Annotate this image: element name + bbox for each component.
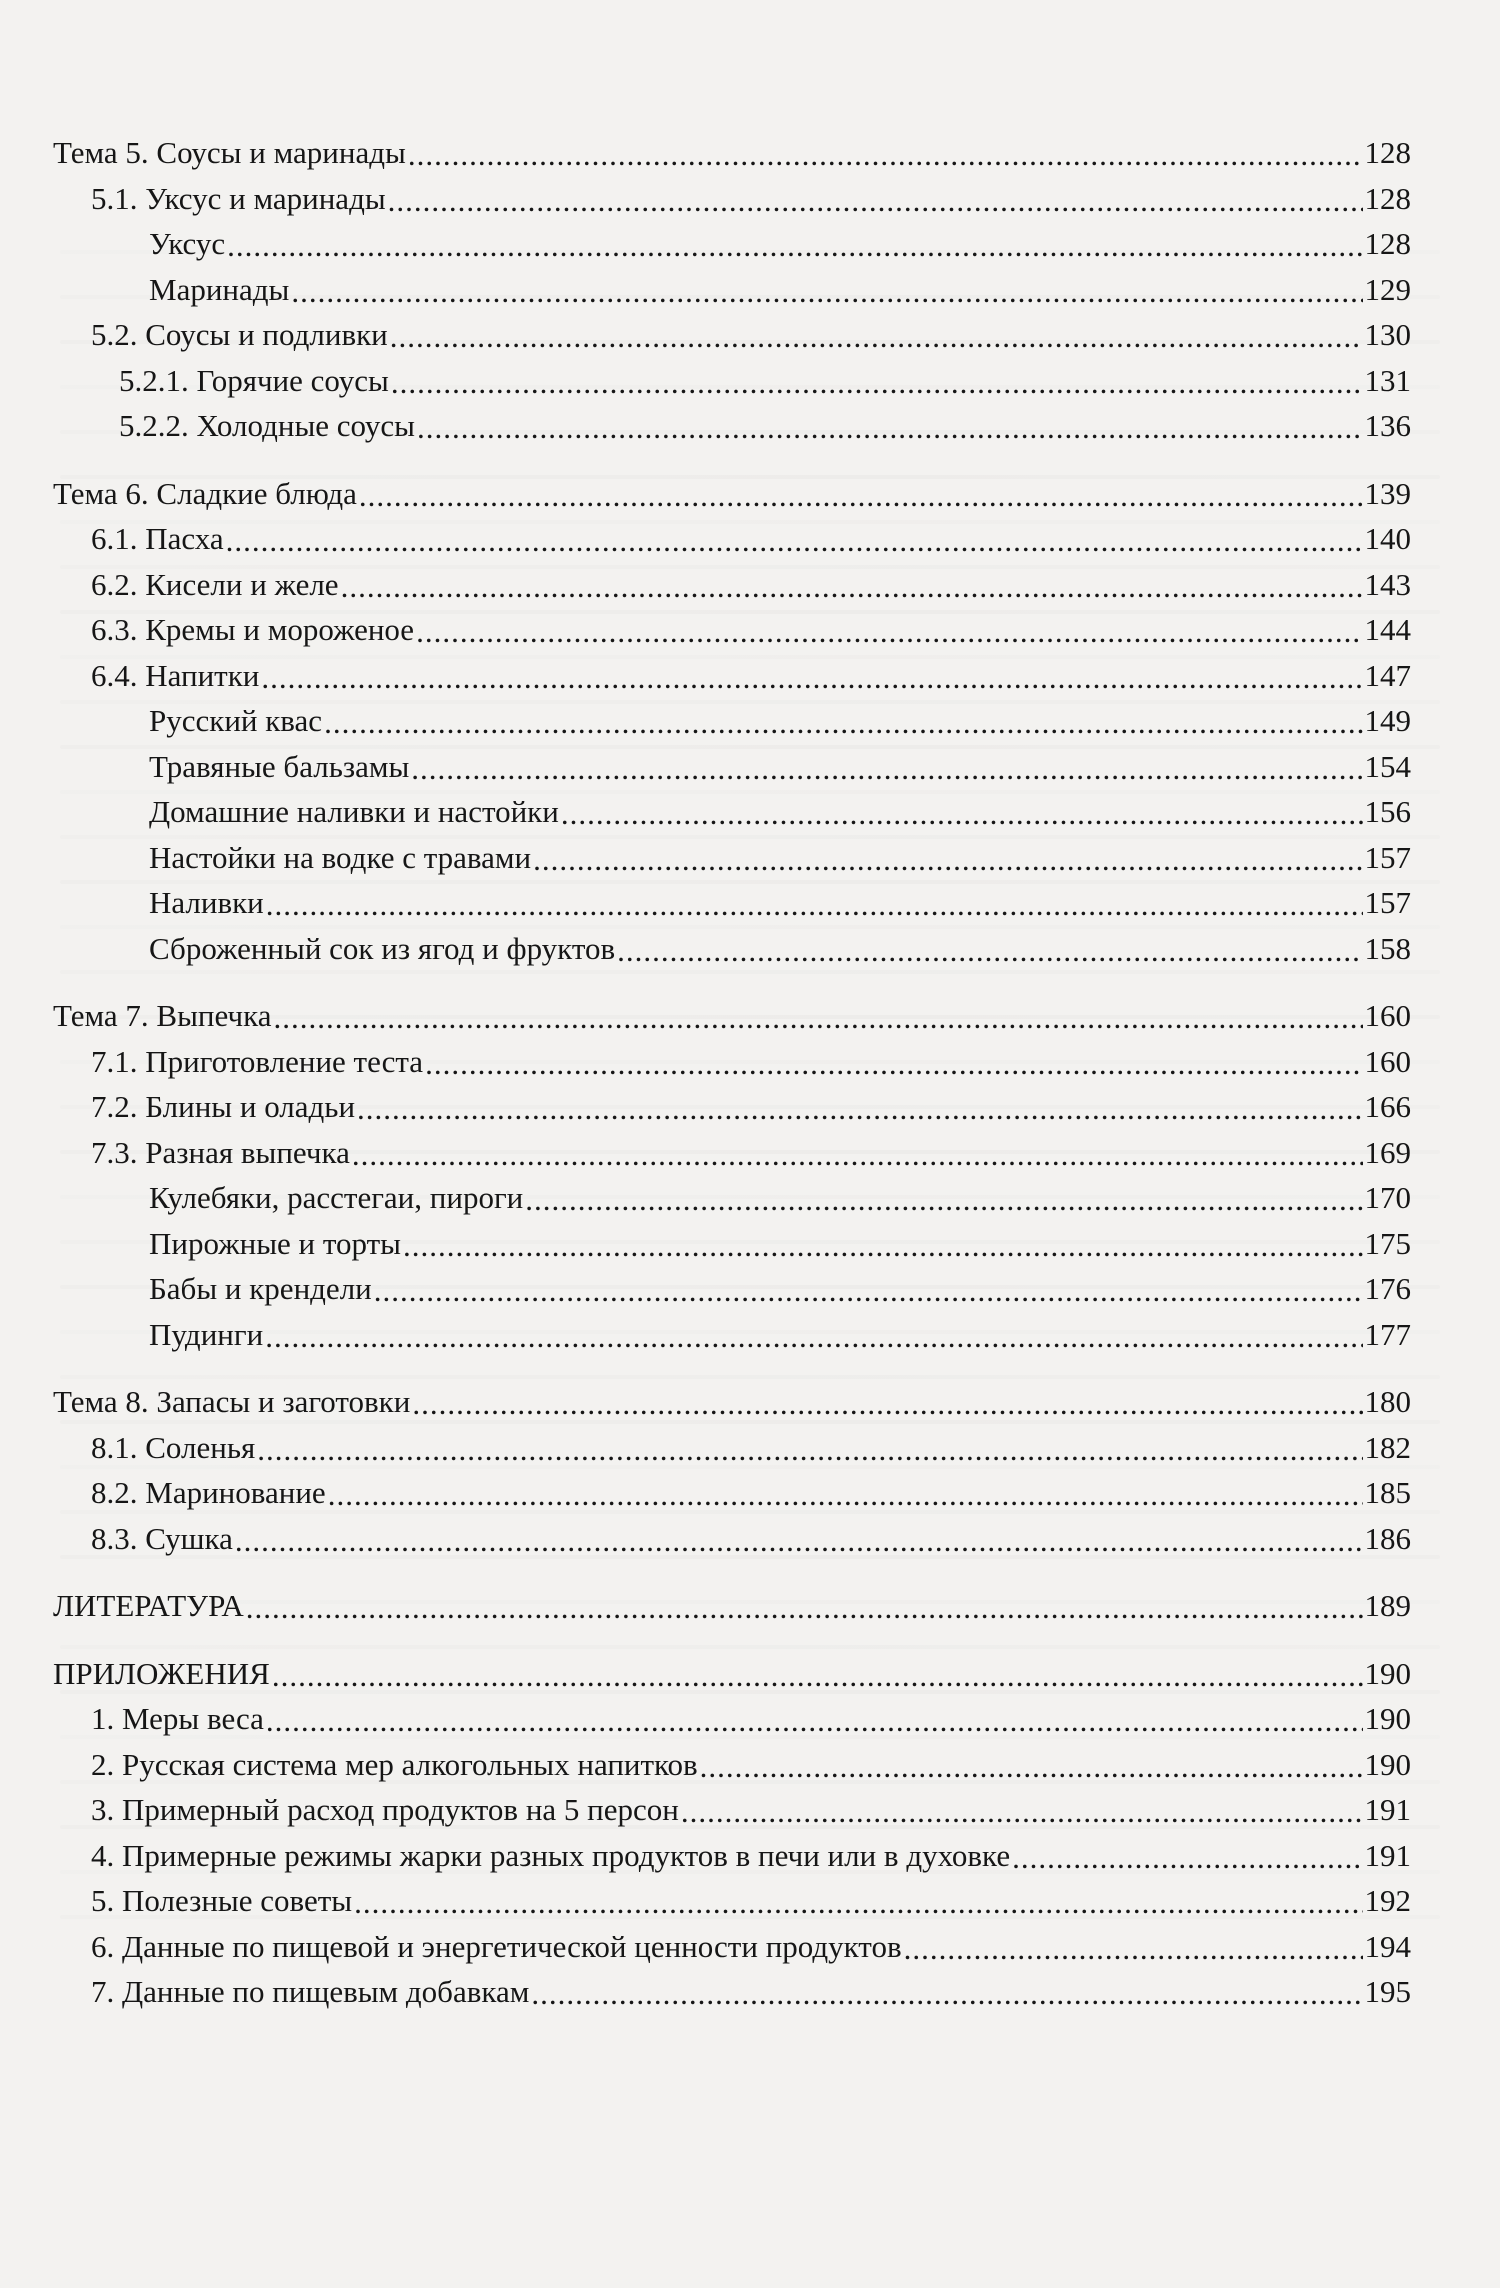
- toc-entry-page: 182: [1364, 1429, 1411, 1465]
- toc-leader-dots: [416, 609, 1362, 646]
- toc-entry-title: Сброженный сок из ягод и фруктов: [149, 930, 616, 966]
- toc-entry-title: 5.2.1. Горячие соусы: [119, 362, 389, 398]
- toc-entry: [53, 516, 1411, 562]
- toc-entry: [53, 607, 1411, 653]
- toc-entry-page: 128: [1364, 226, 1411, 261]
- toc-entry: [53, 1833, 1411, 1879]
- toc-entry-page: 169: [1364, 1134, 1411, 1170]
- toc-entry-title: Уксус: [149, 226, 226, 261]
- table-of-contents: [53, 130, 1411, 2015]
- toc-entry-page: 154: [1364, 748, 1411, 784]
- toc-leader-dots: [266, 882, 1363, 919]
- toc-leader-dots: [525, 1177, 1362, 1214]
- toc-entry-title: 6.3. Кремы и мороженое: [91, 612, 415, 647]
- toc-entry-page: 160: [1364, 998, 1411, 1033]
- toc-entry-page: 176: [1364, 1271, 1411, 1306]
- toc-entry-page: 157: [1364, 839, 1411, 875]
- toc-leader-dots: [531, 1971, 1362, 2008]
- toc-entry: [53, 471, 1411, 517]
- toc-entry-title: Маринады: [149, 271, 290, 307]
- toc-leader-dots: [617, 928, 1362, 965]
- toc-entry-page: 191: [1364, 1792, 1411, 1827]
- toc-leader-dots: [246, 1585, 1363, 1622]
- toc-entry-title: Травяные бальзамы: [149, 748, 410, 784]
- toc-entry: [53, 176, 1411, 222]
- toc-entry-title: Тема 6. Сладкие блюда: [53, 475, 357, 511]
- toc-entry-page: 158: [1364, 930, 1411, 966]
- toc-entry-title: 6.2. Кисели и желе: [91, 566, 339, 602]
- toc-entry-page: 192: [1364, 1883, 1411, 1918]
- toc-leader-dots: [235, 1518, 1363, 1555]
- toc-entry: [53, 1878, 1411, 1924]
- toc-entry: [53, 880, 1411, 926]
- toc-entry-title: Пирожные и торты: [149, 1225, 401, 1261]
- toc-entry-title: Тема 5. Соусы и маринады: [53, 135, 406, 170]
- toc-entry-title: 5. Полезные советы: [91, 1883, 353, 1918]
- toc-leader-dots: [408, 132, 1363, 169]
- toc-entry: [53, 1742, 1411, 1788]
- toc-entry-page: 140: [1364, 521, 1411, 556]
- toc-leader-dots: [403, 1223, 1363, 1260]
- toc-leader-dots: [261, 655, 1362, 692]
- toc-entry-title: 2. Русская система мер алкогольных напитков: [91, 1746, 698, 1782]
- toc-entry: [53, 993, 1411, 1039]
- toc-entry-title: Бабы и крендели: [149, 1271, 372, 1306]
- toc-entry-page: 180: [1364, 1384, 1411, 1419]
- toc-entry-page: 131: [1364, 362, 1411, 398]
- toc-leader-dots: [700, 1744, 1363, 1781]
- toc-leader-dots: [354, 1880, 1362, 1917]
- toc-entry: [53, 1039, 1411, 1085]
- toc-leader-dots: [266, 1698, 1363, 1735]
- toc-entry-page: 128: [1364, 180, 1411, 216]
- toc-entry-title: 4. Примерные режимы жарки разных продуктов в печи или в духовке: [91, 1837, 1011, 1873]
- toc-entry: [53, 1583, 1411, 1629]
- toc-entry-page: 149: [1364, 703, 1411, 738]
- toc-entry: [53, 1084, 1411, 1130]
- toc-entry-title: 5.2.2. Холодные соусы: [119, 408, 415, 443]
- toc-leader-dots: [561, 791, 1363, 828]
- toc-entry-title: 6.1. Пасха: [91, 521, 224, 556]
- toc-leader-dots: [291, 269, 1362, 306]
- toc-entry-page: 157: [1364, 885, 1411, 920]
- toc-leader-dots: [411, 746, 1362, 783]
- toc-entry-title: 3. Примерный расход продуктов на 5 персон: [91, 1792, 679, 1827]
- toc-leader-dots: [390, 314, 1363, 351]
- toc-entry: [53, 221, 1411, 267]
- toc-entry: [53, 1924, 1411, 1970]
- toc-entry-title: 7.1. Приготовление теста: [91, 1043, 424, 1079]
- toc-leader-dots: [359, 473, 1363, 510]
- toc-entry: [53, 1516, 1411, 1562]
- toc-entry-page: 175: [1364, 1225, 1411, 1261]
- toc-leader-dots: [412, 1381, 1362, 1418]
- toc-entry: [53, 1312, 1411, 1358]
- toc-entry: [53, 1787, 1411, 1833]
- toc-leader-dots: [226, 518, 1363, 555]
- toc-leader-dots: [681, 1789, 1363, 1826]
- toc-leader-dots: [357, 1086, 1362, 1123]
- toc-entry: [53, 267, 1411, 313]
- toc-entry: [53, 653, 1411, 699]
- toc-entry-page: 170: [1364, 1180, 1411, 1215]
- toc-entry-page: 130: [1364, 317, 1411, 352]
- toc-entry: [53, 926, 1411, 972]
- toc-entry-page: 129: [1364, 271, 1411, 307]
- toc-entry-title: Тема 8. Запасы и заготовки: [53, 1384, 411, 1419]
- toc-entry-title: Наливки: [149, 885, 264, 920]
- toc-entry-title: 8.2. Маринование: [91, 1475, 326, 1510]
- toc-entry: [53, 403, 1411, 449]
- toc-entry-title: 8.1. Соленья: [91, 1429, 256, 1465]
- toc-leader-dots: [265, 1314, 1362, 1351]
- toc-leader-dots: [272, 1653, 1363, 1690]
- toc-entry: [53, 744, 1411, 790]
- toc-leader-dots: [391, 360, 1363, 397]
- toc-entry: [53, 1221, 1411, 1267]
- toc-entry-page: 160: [1364, 1043, 1411, 1079]
- toc-entry: [53, 1379, 1411, 1425]
- toc-leader-dots: [904, 1926, 1363, 1963]
- toc-entry: [53, 130, 1411, 176]
- toc-leader-dots: [352, 1132, 1363, 1169]
- toc-entry-title: 6. Данные по пищевой и энергетической ценности продуктов: [91, 1928, 902, 1964]
- toc-entry-page: 166: [1364, 1089, 1411, 1124]
- toc-entry-page: 185: [1364, 1475, 1411, 1510]
- toc-leader-dots: [257, 1427, 1362, 1464]
- toc-entry-title: 8.3. Сушка: [91, 1520, 233, 1556]
- toc-entry-page: 190: [1364, 1701, 1411, 1736]
- toc-entry-title: 7.2. Блины и оладьи: [91, 1089, 356, 1124]
- toc-leader-dots: [1012, 1835, 1362, 1872]
- toc-entry-title: ПРИЛОЖЕНИЯ: [53, 1655, 270, 1691]
- toc-entry: [53, 312, 1411, 358]
- toc-entry-page: 190: [1364, 1746, 1411, 1782]
- toc-leader-dots: [273, 995, 1362, 1032]
- toc-entry: [53, 1696, 1411, 1742]
- toc-entry-title: Домашние наливки и настойки: [149, 794, 559, 829]
- toc-entry-page: 136: [1364, 408, 1411, 443]
- toc-entry-title: Настойки на водке с травами: [149, 839, 532, 875]
- toc-leader-dots: [324, 700, 1362, 737]
- toc-entry-page: 186: [1364, 1520, 1411, 1556]
- toc-entry-title: 5.2. Соусы и подливки: [91, 317, 388, 352]
- toc-entry-page: 147: [1364, 657, 1411, 693]
- toc-entry-title: Тема 7. Выпечка: [53, 998, 272, 1033]
- toc-entry-title: Русский квас: [149, 703, 323, 738]
- toc-entry-title: Пудинги: [149, 1316, 264, 1352]
- toc-leader-dots: [328, 1472, 1363, 1509]
- toc-entry: [53, 358, 1411, 404]
- toc-entry-title: 5.1. Уксус и маринады: [91, 180, 386, 216]
- toc-entry: [53, 789, 1411, 835]
- toc-entry-page: 177: [1364, 1316, 1411, 1352]
- toc-entry: [53, 1175, 1411, 1221]
- toc-entry-title: 7.3. Разная выпечка: [91, 1134, 350, 1170]
- toc-entry-page: 144: [1364, 612, 1411, 647]
- toc-entry: [53, 1470, 1411, 1516]
- toc-leader-dots: [341, 564, 1363, 601]
- toc-entry-page: 190: [1364, 1655, 1411, 1691]
- toc-entry-title: 6.4. Напитки: [91, 657, 260, 693]
- toc-entry: [53, 1969, 1411, 2015]
- toc-leader-dots: [388, 178, 1363, 215]
- toc-leader-dots: [374, 1268, 1363, 1305]
- toc-entry-page: 128: [1364, 135, 1411, 170]
- toc-entry: [53, 1130, 1411, 1176]
- toc-entry-page: 156: [1364, 794, 1411, 829]
- toc-entry-page: 191: [1364, 1837, 1411, 1873]
- toc-entry-page: 189: [1364, 1588, 1411, 1623]
- toc-entry-title: 1. Меры веса: [91, 1701, 264, 1736]
- toc-leader-dots: [425, 1041, 1362, 1078]
- toc-entry-title: Кулебяки, расстегаи, пироги: [149, 1180, 524, 1215]
- toc-entry-title: 7. Данные по пищевым добавкам: [91, 1974, 530, 2009]
- toc-entry: [53, 698, 1411, 744]
- toc-leader-dots: [227, 223, 1362, 260]
- toc-entry-page: 139: [1364, 475, 1411, 511]
- toc-entry-page: 194: [1364, 1928, 1411, 1964]
- toc-leader-dots: [417, 405, 1363, 442]
- toc-entry-title: ЛИТЕРАТУРА: [53, 1588, 244, 1623]
- toc-entry: [53, 1266, 1411, 1312]
- toc-entry: [53, 1425, 1411, 1471]
- toc-entry-page: 143: [1364, 566, 1411, 602]
- toc-entry-page: 195: [1364, 1974, 1411, 2009]
- toc-leader-dots: [533, 837, 1362, 874]
- toc-entry: [53, 562, 1411, 608]
- toc-entry: [53, 1651, 1411, 1697]
- toc-entry: [53, 835, 1411, 881]
